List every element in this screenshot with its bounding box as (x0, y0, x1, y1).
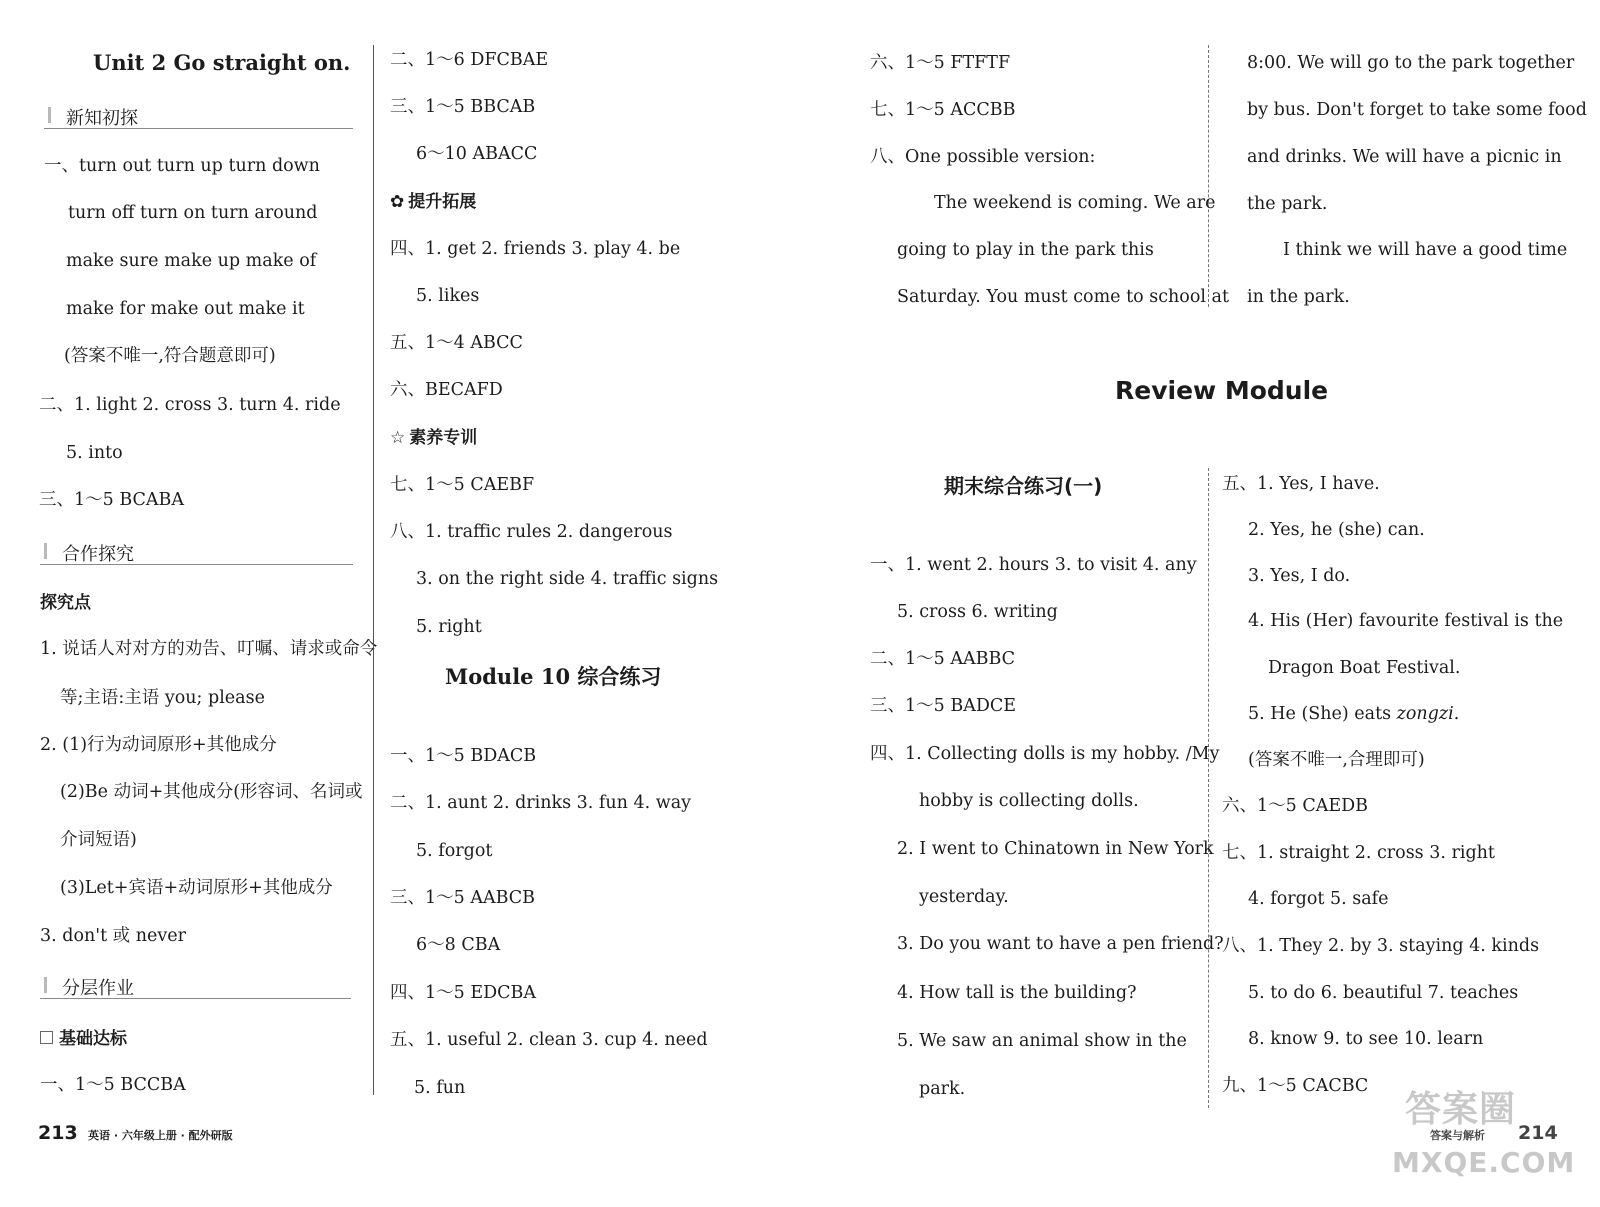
answer-line: 八、One possible version: (870, 147, 1096, 167)
review-module-title: Review Module (1115, 376, 1329, 405)
essay-line: going to play in the park this (897, 240, 1154, 260)
answer-line: 介词短语) (60, 830, 137, 850)
answer-line: (2)Be 动词+其他成分(形容词、名词或 (60, 782, 363, 802)
answer-line: 5. He (She) eats zongzi. (1248, 704, 1460, 724)
essay-line: The weekend is coming. We are (934, 193, 1216, 213)
star-icon: ☆ (390, 428, 406, 448)
answer-line: 四、1～5 EDCBA (390, 983, 537, 1003)
answer-line: 2. Yes, he (she) can. (1248, 520, 1425, 540)
answer-line: 一、1～5 BCCBA (40, 1075, 186, 1095)
answer-line: 3. on the right side 4. traffic signs (416, 569, 719, 589)
answer-line: 5. to do 6. beautiful 7. teaches (1248, 983, 1519, 1003)
column-divider (1208, 45, 1209, 307)
answer-line: 三、1～5 AABCB (390, 888, 536, 908)
answer-line: make sure make up make of (66, 251, 317, 271)
essay-line: and drinks. We will have a picnic in (1247, 147, 1562, 167)
watermark-url: MXQE.COM (1392, 1146, 1576, 1179)
answer-line: 5. cross 6. writing (897, 602, 1058, 622)
answer-line: 3. don't 或 never (40, 926, 186, 946)
answer-line: 二、1. light 2. cross 3. turn 4. ride (39, 395, 341, 415)
sub-heading-basic: 基础达标 (40, 1031, 127, 1048)
answer-line: make for make out make it (66, 299, 305, 319)
answer-line: 六、1～5 FTFTF (870, 53, 1011, 73)
answer-line: 4. forgot 5. safe (1248, 889, 1389, 909)
column-divider (373, 45, 374, 1095)
answer-line: yesterday. (919, 887, 1009, 907)
section-header-new-knowledge: 新知初探 (44, 104, 353, 129)
answer-line: 三、1～5 BADCE (870, 696, 1017, 716)
bullet-icon (40, 1031, 53, 1044)
answer-line: 等;主语:主语 you; please (60, 688, 265, 708)
section-header-cooperation: 合作探究 (40, 540, 353, 565)
page-number-left: 213 (38, 1122, 78, 1144)
essay-line: I think we will have a good time (1283, 240, 1568, 260)
answer-line: 二、1. aunt 2. drinks 3. fun 4. way (390, 793, 692, 813)
answer-line: 五、1. useful 2. clean 3. cup 4. need (390, 1030, 708, 1050)
column-divider (1208, 468, 1209, 1108)
section-marker-icon (44, 543, 55, 559)
answer-line: 1. 说话人对对方的劝告、叮嘱、请求或命令 (40, 639, 378, 659)
answer-line: 5. fun (414, 1078, 466, 1098)
answer-line: 一、1～5 BDACB (390, 746, 537, 766)
module-title: Module 10 综合练习 (445, 664, 662, 689)
essay-line: by bus. Don't forget to take some food (1247, 100, 1587, 120)
answer-line: 四、1. get 2. friends 3. play 4. be (390, 239, 681, 259)
answer-line: 6～8 CBA (416, 935, 501, 955)
answer-line: 七、1～5 CAEBF (390, 475, 535, 495)
footer-book-title: 英语 · 六年级上册 · 配外研版 (88, 1129, 233, 1142)
essay-line: 8:00. We will go to the park together (1247, 53, 1575, 73)
answer-line: 一、1. went 2. hours 3. to visit 4. any (870, 555, 1197, 575)
sub-heading-explore-point: 探究点 (40, 593, 91, 613)
answer-line: 4. His (Her) favourite festival is the (1248, 611, 1564, 631)
answer-line: (3)Let+宾语+动词原形+其他成分 (60, 878, 333, 898)
answer-line: hobby is collecting dolls. (919, 791, 1139, 811)
answer-line: 四、1. Collecting dolls is my hobby. /My (870, 744, 1220, 764)
answer-line: 三、1～5 BBCAB (390, 97, 536, 117)
answer-line: 二、1～5 AABBC (870, 649, 1016, 669)
essay-line: the park. (1247, 194, 1328, 214)
section-marker-icon (44, 977, 55, 993)
sub-heading-extension: ✿ 提升拓展 (390, 192, 477, 212)
answer-line: 3. Yes, I do. (1248, 566, 1351, 586)
essay-line: Saturday. You must come to school at (897, 287, 1229, 307)
answer-line: 8. know 9. to see 10. learn (1248, 1029, 1484, 1049)
answer-line: 六、1～5 CAEDB (1222, 796, 1369, 816)
answer-line: 2. (1)行为动词原形+其他成分 (40, 735, 277, 755)
answer-line: 五、1. Yes, I have. (1222, 474, 1380, 494)
answer-line: park. (919, 1079, 966, 1099)
unit-title: Unit 2 Go straight on. (93, 50, 351, 75)
answer-line: 5. We saw an animal show in the (897, 1031, 1187, 1051)
answer-note: (答案不唯一,符合题意即可) (64, 346, 276, 366)
answer-line: 六、BECAFD (390, 380, 503, 400)
answer-line: 2. I went to Chinatown in New York (897, 839, 1214, 859)
answer-line: 八、1. traffic rules 2. dangerous (390, 522, 673, 542)
answer-line: 3. Do you want to have a pen friend? (897, 934, 1224, 954)
answer-line: 一、turn out turn up turn down (44, 156, 320, 176)
answer-line: 5. forgot (416, 841, 493, 861)
answer-line: 5. right (416, 617, 482, 637)
answer-line: Dragon Boat Festival. (1268, 658, 1461, 678)
section-marker-icon (48, 107, 59, 123)
answer-line: 七、1. straight 2. cross 3. right (1222, 843, 1495, 863)
page-number-right: 214 (1518, 1122, 1558, 1144)
answer-line: 5. into (66, 443, 123, 463)
essay-line: in the park. (1247, 287, 1350, 307)
answer-line: 6～10 ABACC (416, 144, 538, 164)
footer-section-title: 答案与解析 (1430, 1129, 1485, 1142)
answer-line: 4. How tall is the building? (897, 983, 1137, 1003)
answer-line: 5. likes (416, 286, 480, 306)
sub-heading-literacy: ☆ 素养专训 (390, 428, 478, 448)
section-header-layered-homework: 分层作业 (40, 974, 351, 999)
watermark-logo: 答案圈 (1405, 1089, 1517, 1130)
answer-line: turn off turn on turn around (68, 203, 318, 223)
answer-line: 八、1. They 2. by 3. staying 4. kinds (1222, 936, 1540, 956)
answer-line: 七、1～5 ACCBB (870, 100, 1016, 120)
answer-line: 二、1～6 DFCBAE (390, 50, 549, 70)
answer-line: 五、1～4 ABCC (390, 333, 523, 353)
answer-note: (答案不唯一,合理即可) (1248, 750, 1425, 770)
answer-line: 九、1～5 CACBC (1222, 1076, 1369, 1096)
exam-title: 期末综合练习(一) (944, 474, 1103, 498)
answer-line: 三、1～5 BCABA (39, 490, 185, 510)
lightbulb-icon: ✿ (390, 192, 405, 212)
